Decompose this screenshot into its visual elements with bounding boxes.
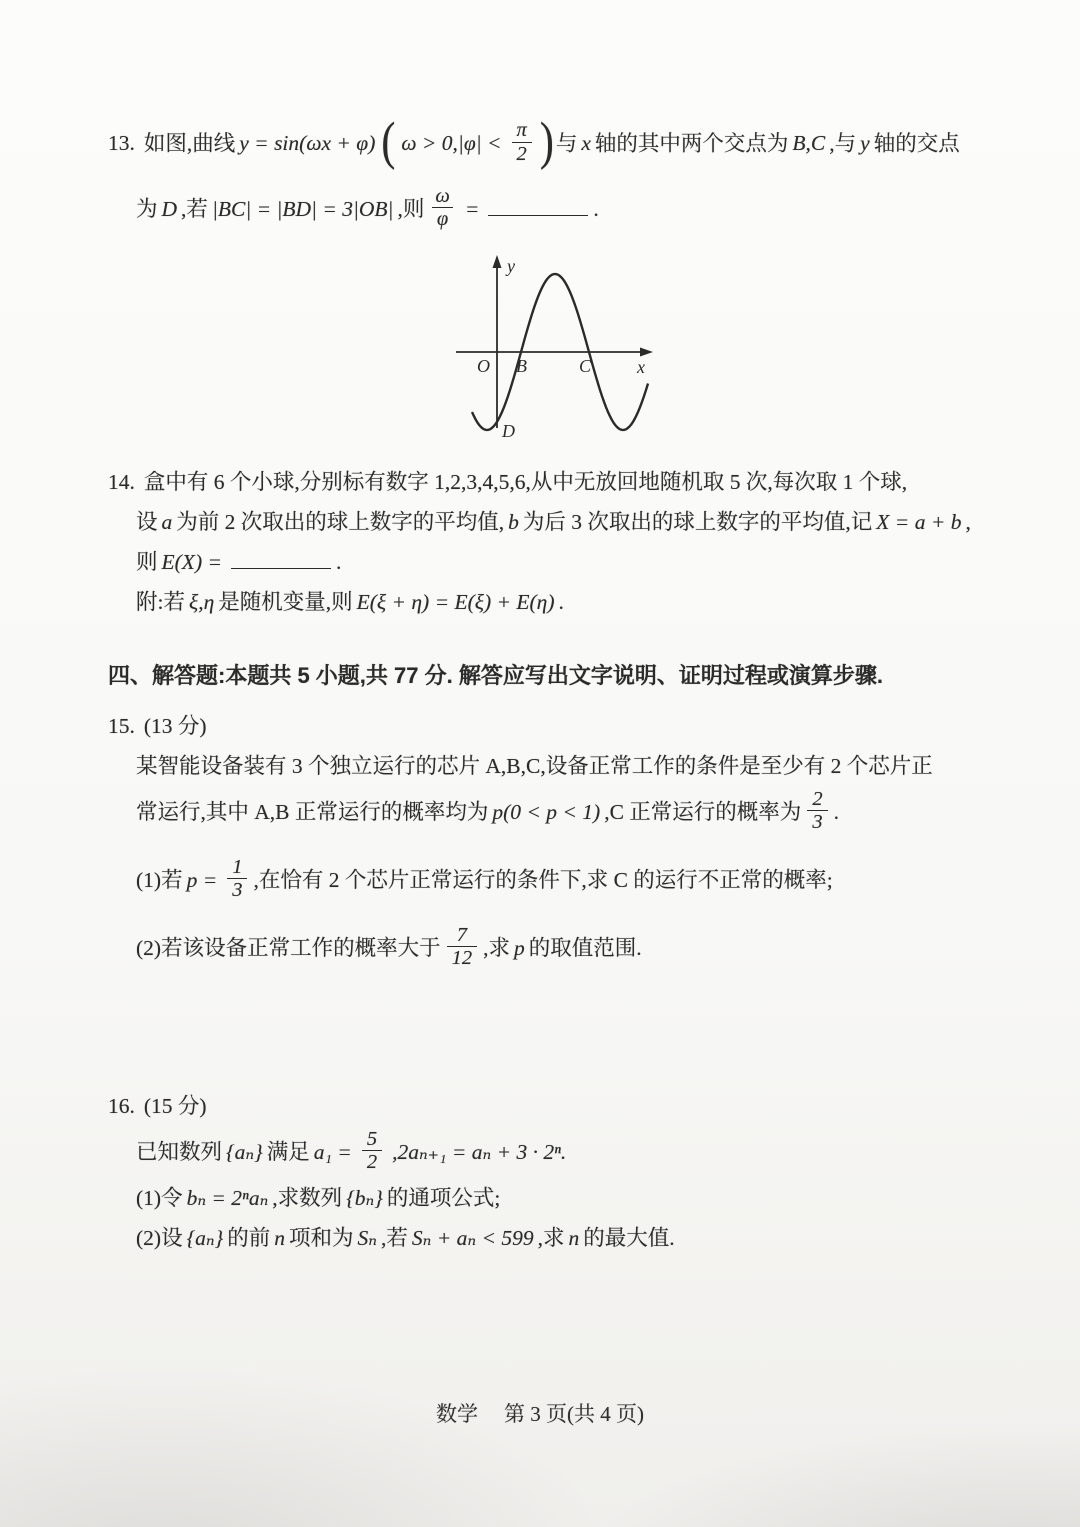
fraction-omega-phi xyxy=(430,185,454,232)
footer-page-info: 第 3 页(共 4 页) xyxy=(504,1402,644,1426)
question-16-line-1 xyxy=(108,1126,984,1178)
fraction-numerator: 7 xyxy=(456,923,467,946)
question-13-number: 13. xyxy=(108,131,135,156)
q13-text-7: ,若 xyxy=(181,196,208,221)
right-paren: ) xyxy=(539,113,554,172)
x-axis-arrow xyxy=(640,347,653,356)
q15-var-p: p xyxy=(513,935,525,960)
question-14-line-3 xyxy=(108,542,984,582)
q16-part2-text-2: 的前 xyxy=(227,1225,271,1250)
answer-blank xyxy=(231,548,331,569)
q15-text-3: . xyxy=(833,799,839,824)
q16-sn: Sₙ xyxy=(357,1225,377,1250)
q15-part2-text-2: ,求 xyxy=(483,935,510,960)
q16-var-n-2: n xyxy=(568,1225,580,1250)
fraction-pi-2 xyxy=(512,119,532,166)
q13-text-2: 与 xyxy=(555,131,578,156)
fraction-denominator: 2 xyxy=(512,142,532,166)
q14-text-2: 设 xyxy=(136,509,158,534)
q16-part1-text-3: 的通项公式; xyxy=(386,1185,501,1210)
question-15-number: 15. xyxy=(108,713,135,738)
fraction-5-2 xyxy=(362,1128,382,1175)
origin-label: O xyxy=(477,355,490,376)
fraction-numerator: π xyxy=(516,119,527,141)
fraction-2-3 xyxy=(807,788,827,835)
question-15-line-1: 某智能设备装有 3 个独立运行的芯片 A,B,C,设备正常工作的条件是至少有 2 个芯片正 xyxy=(136,753,933,778)
question-14-line-2 xyxy=(108,502,984,542)
q14-note-vars: ξ,η xyxy=(188,589,215,614)
q13-text-5: 轴的交点 xyxy=(873,131,960,156)
q14-formula-x: X = a + b xyxy=(876,509,962,534)
q15-part2-text-3: 的取值范围. xyxy=(528,935,642,960)
q13-formula-curve: y = sin(ωx + φ) xyxy=(239,131,376,156)
fraction-numerator: 5 xyxy=(366,1127,378,1150)
q16-text-2: 满足 xyxy=(266,1139,310,1164)
q14-text-1: 盒中有 6 个小球,分别标有数字 1,2,3,4,5,6,从中无放回地随机取 5 次,每次取 1 个球, xyxy=(143,469,908,494)
q14-var-a: a xyxy=(161,509,173,534)
question-13-line-2 xyxy=(108,183,984,235)
q16-part2-text-1: (2)设 xyxy=(136,1225,183,1250)
point-b-label: B xyxy=(516,355,527,376)
fraction-7-12 xyxy=(447,924,478,971)
q15-p-equals: p = xyxy=(186,867,218,892)
question-13-line-1 xyxy=(108,113,984,172)
q16-part2-text-4: ,若 xyxy=(381,1225,408,1250)
q13-text-6: 为 xyxy=(136,196,158,221)
q14-var-b: b xyxy=(508,509,519,534)
q14-text-7: . xyxy=(335,549,342,574)
q13-equals: = xyxy=(464,196,480,221)
footer-subject: 数学 xyxy=(436,1402,478,1426)
fraction-numerator: 2 xyxy=(812,787,823,810)
q13-text-4: ,与 xyxy=(829,131,857,156)
q13-lengths: |BC| = |BD| = 3|OB| xyxy=(211,196,394,221)
question-15-part-1 xyxy=(108,854,984,906)
q16-recurrence: ,2aₙ₊₁ = aₙ + 3 · 2ⁿ. xyxy=(392,1139,567,1164)
q13-var-x: x xyxy=(581,131,591,156)
q13-text-8: ,则 xyxy=(397,196,425,221)
q15-part1-text-1: (1)若 xyxy=(136,867,183,892)
q16-part1-text-1: (1)令 xyxy=(136,1185,183,1210)
question-15-header xyxy=(108,706,984,746)
q16-part1-text-2: ,求数列 xyxy=(272,1185,343,1210)
fraction-numerator: ω xyxy=(435,184,450,207)
q15-part1-text-2: ,在恰有 2 个芯片正常运行的条件下,求 C 的运行不正常的概率; xyxy=(253,867,833,892)
question-15-points: (13 分) xyxy=(143,713,207,738)
point-c-label: C xyxy=(579,355,592,376)
q16-bn-def: bₙ = 2ⁿaₙ xyxy=(186,1185,269,1210)
q16-part2-text-5: ,求 xyxy=(537,1225,565,1250)
fraction-denominator: 3 xyxy=(807,810,827,834)
q16-part2-text-6: 的最大值. xyxy=(583,1225,675,1250)
page-footer xyxy=(0,1398,1080,1428)
point-d-label: D xyxy=(502,420,515,441)
q16-inequality: Sₙ + aₙ < 599 xyxy=(411,1225,534,1250)
q14-text-5: , xyxy=(965,509,971,534)
sine-curve-figure xyxy=(444,245,686,447)
q16-part2-text-3: 项和为 xyxy=(289,1225,354,1250)
fraction-1-3 xyxy=(227,856,247,903)
q13-var-y: y xyxy=(860,131,870,156)
q16-seq-bn: {bₙ} xyxy=(346,1185,383,1210)
question-14-note xyxy=(108,582,984,622)
q13-point-d: D xyxy=(161,196,178,221)
q13-formula-domain: ω > 0,|φ| < xyxy=(401,131,502,156)
q13-text-1: 如图,曲线 xyxy=(143,131,236,156)
question-14-number: 14. xyxy=(108,469,135,494)
q14-note-formula: E(ξ + η) = E(ξ) + E(η) xyxy=(356,589,555,614)
question-16-header xyxy=(108,1086,984,1126)
q16-a1-equals: a₁ = xyxy=(313,1139,352,1164)
question-15-part-2 xyxy=(108,922,984,974)
q15-part2-text-1: (2)若该设备正常工作的概率大于 xyxy=(136,935,441,960)
question-16-part-1 xyxy=(108,1178,984,1218)
q16-seq-an-2: {aₙ} xyxy=(186,1225,224,1250)
fraction-denominator: 2 xyxy=(362,1150,382,1174)
question-16-points: (15 分) xyxy=(143,1093,207,1118)
q14-note-text-2: 是随机变量,则 xyxy=(218,589,353,614)
question-15-line-2 xyxy=(108,786,984,838)
question-16-number: 16. xyxy=(108,1093,135,1118)
q14-text-6: 则 xyxy=(136,549,158,574)
question-14-line-1 xyxy=(108,462,984,502)
question-16-part-2 xyxy=(108,1218,984,1258)
q16-seq-an: {aₙ} xyxy=(226,1139,263,1164)
q15-text-1: 常运行,其中 A,B 正常运行的概率均为 xyxy=(136,799,489,824)
q13-text-9: . xyxy=(593,196,599,221)
q16-text-1: 已知数列 xyxy=(136,1139,223,1164)
fraction-numerator: 1 xyxy=(232,855,243,878)
q13-text-3: 轴的其中两个交点为 xyxy=(594,131,789,156)
q13-figure xyxy=(444,245,686,452)
fraction-denominator: φ xyxy=(432,207,453,231)
q15-prob-p: p(0 < p < 1) xyxy=(492,799,601,824)
q14-text-4: 为后 3 次取出的球上数字的平均值,记 xyxy=(522,509,873,534)
q14-note-text-3: . xyxy=(558,589,564,614)
x-axis-label: x xyxy=(637,356,645,377)
q14-text-3: 为前 2 次取出的球上数字的平均值, xyxy=(176,509,505,534)
y-axis-arrow xyxy=(493,255,502,268)
fraction-denominator: 12 xyxy=(447,946,478,970)
answer-blank xyxy=(488,195,588,216)
q14-expectation: E(X) = xyxy=(161,549,222,574)
q15-text-2: ,C 正常运行的概率为 xyxy=(604,799,802,824)
fraction-denominator: 3 xyxy=(227,878,247,902)
q14-note-text-1: 附:若 xyxy=(136,589,185,614)
q16-var-n: n xyxy=(274,1225,286,1250)
q13-points-bc: B,C xyxy=(792,131,826,156)
section-4-header: 四、解答题:本题共 5 小题,共 77 分. 解答应写出文字说明、证明过程或演算步骤. xyxy=(108,662,883,688)
y-axis-label: y xyxy=(507,255,515,276)
left-paren: ( xyxy=(381,113,396,172)
